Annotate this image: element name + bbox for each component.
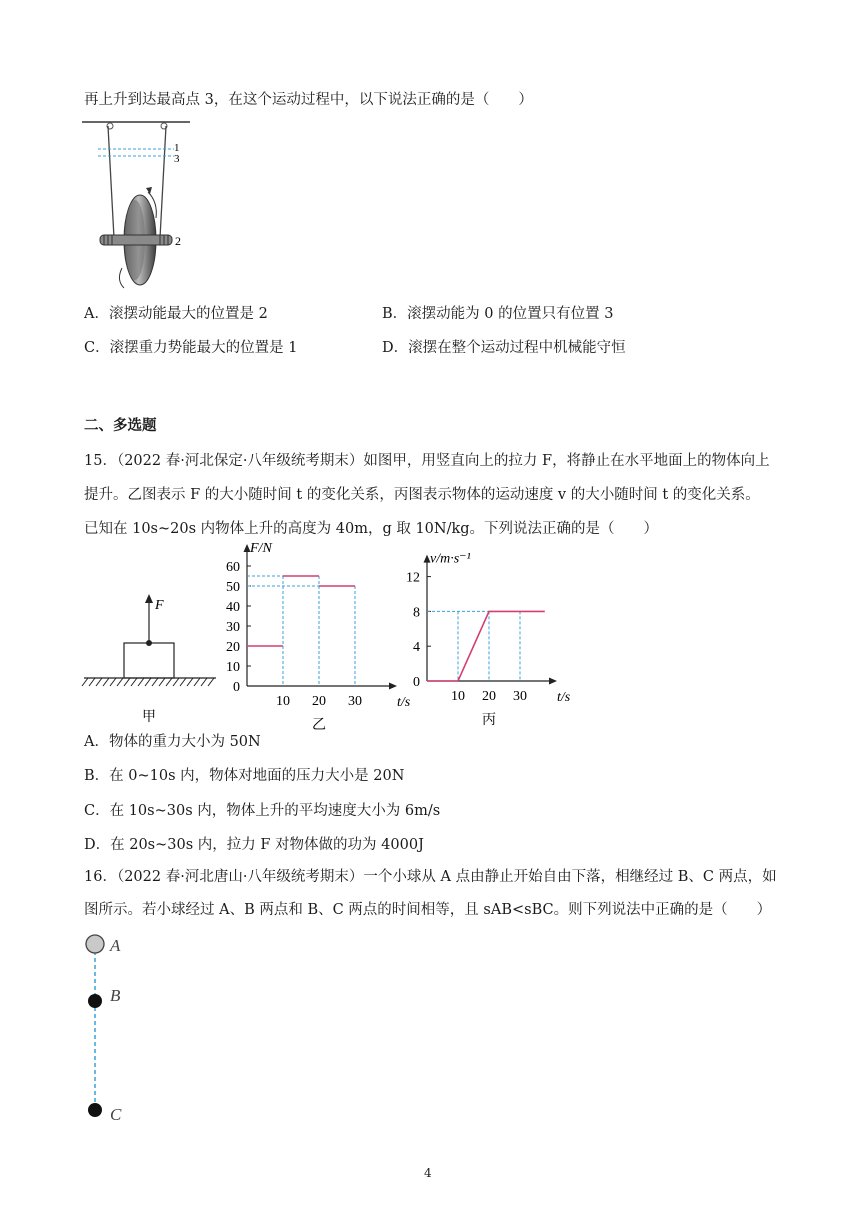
x-axis-arrow [549,678,557,685]
section-title: 二、多选题 [84,418,157,434]
q16-stem-line-1: 16．（2022 春·河北唐山·八年级统考期末）一个小球从 A 点由静止开始自由下落，相继经过 B、C 两点，如 [84,869,777,885]
y-tick-label: 0 [233,680,240,695]
q14-option-b: B．滚摆动能为 0 的位置只有位置 3 [382,306,614,322]
label-c: C [110,1105,122,1124]
ball-a [86,935,104,953]
x-tick-label: 10 [276,694,290,709]
y-tick-label: 10 [226,660,240,675]
q15-option-d: D．在 20s~30s 内，拉力 F 对物体做的功为 4000J [84,837,424,853]
chart-caption: 乙 [312,718,326,733]
page-number: 4 [424,1166,432,1180]
q15-chart-bing [405,545,590,730]
y-tick-label: 20 [226,640,240,655]
x-axis-label: t/s [397,695,411,710]
y-axis-label: F/N [250,541,272,556]
q14-maxwell-wheel-figure [82,118,202,293]
y-axis-label: v/m·s⁻¹ [430,551,471,567]
caption-jia: 甲 [142,709,156,725]
q14-option-d: D．滚摆在整个运动过程中机械能守恒 [382,340,626,356]
q14-stem-tail: 再上升到达最高点 3，在这个运动过程中，以下说法正确的是（ ） [84,92,533,108]
q15-stem-line-1: 15．（2022 春·河北保定·八年级统考期末）如图甲，用竖直向上的拉力 F，将静止在水平地面上的物体向上 [84,453,770,469]
q14-option-a: A．滚摆动能最大的位置是 2 [84,306,268,322]
level-3-label: 3 [174,153,180,165]
x-tick-label: 20 [312,694,326,709]
q15-option-c: C．在 10s~30s 内，物体上升的平均速度大小为 6m/s [84,803,441,819]
level-1-label: 1 [174,142,180,154]
y-tick-label: 4 [413,640,420,656]
q15-stem-line-3: 已知在 10s~20s 内物体上升的高度为 40m，g 取 10N/kg。下列说法正确的是（ ） [84,521,659,537]
level-2-label: 2 [175,234,181,248]
q15-stem-line-2: 提升。乙图表示 F 的大小随时间 t 的变化关系，丙图表示物体的运动速度 v 的大小随时间 t 的变化关系。 [84,487,760,503]
y-tick-label: 12 [406,570,420,586]
q15-option-a: A．物体的重力大小为 50N [84,734,261,750]
x-tick-label: 10 [451,689,465,704]
q14-option-c: C．滚摆重力势能最大的位置是 1 [84,340,298,356]
x-tick-label: 30 [348,694,362,709]
y-tick-label: 40 [226,600,240,615]
x-axis-label: t/s [557,690,571,705]
label-a: A [110,936,121,955]
q16-stem-line-2: 图所示。若小球经过 A、B 两点和 B、C 两点的时间相等，且 sAB<sBC。则下列说法中正确的是（ ） [84,902,772,918]
q15-figure-jia [82,560,222,730]
y-tick-label: 30 [226,620,240,635]
x-tick-label: 30 [513,689,527,704]
q15-option-b: B．在 0~10s 内，物体对地面的压力大小是 20N [84,768,405,784]
y-tick-label: 50 [226,580,240,595]
x-axis-arrow [389,683,397,690]
q15-chart-yi [222,541,411,733]
x-tick-label: 20 [482,689,496,704]
point-b [88,994,102,1008]
q16-falling-ball-figure [80,930,140,1125]
velocity-line [427,611,545,681]
y-tick-label: 8 [413,605,420,621]
y-tick-label: 60 [226,560,240,575]
y-tick-label: 0 [413,675,420,690]
chart-caption: 丙 [482,713,496,728]
force-label-f: F [155,598,164,613]
label-b: B [110,986,121,1005]
point-c [88,1103,102,1117]
